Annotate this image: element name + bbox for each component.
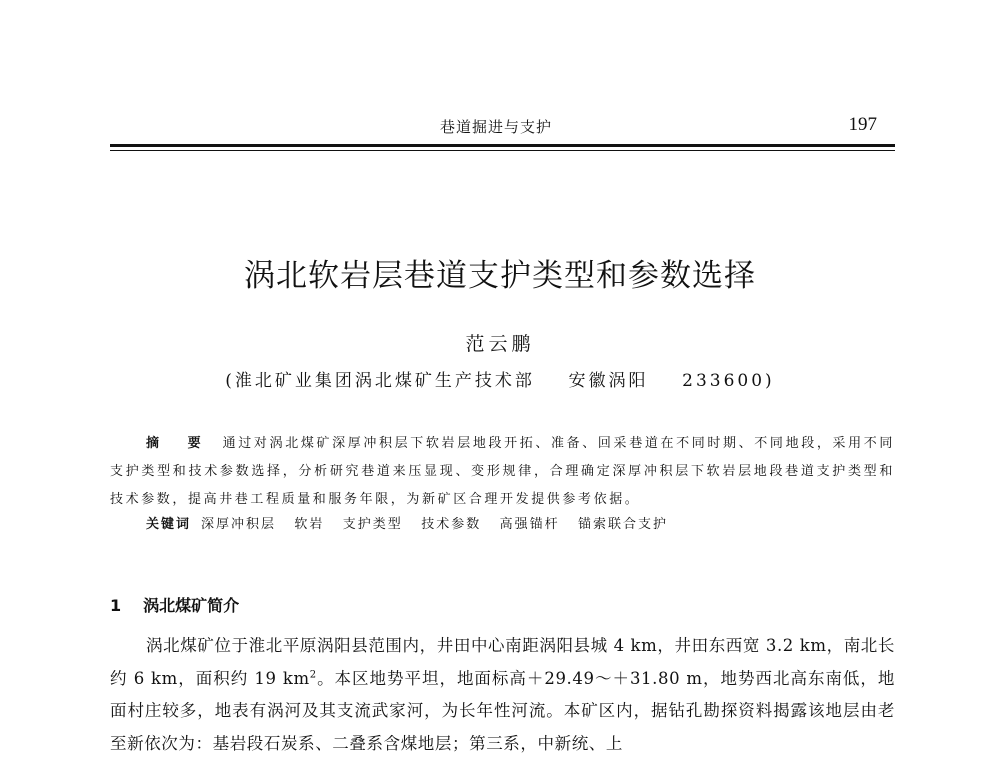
section-number: 1 [110,596,122,615]
keywords [146,513,896,532]
section-title: 涡北煤矿简介 [143,596,240,615]
paragraph-text-2: 。本区地势平坦，地面标高＋29.49～＋31.80 m，地势西北高东南低，地面村庄较多，地表有涡河及其支流武家河，为长年性河流。本矿区内，据钻孔勘探资料揭露该地层由老至新依次为：基岩段石炭系、二叠系含煤地层；第三系，中新统、上 [110,668,895,753]
keywords-label: 关键词 [146,517,192,532]
page-number: 197 [848,114,877,135]
header-rule-thick [110,144,895,147]
superscript-2: 2 [309,669,317,680]
section-heading [110,593,239,616]
header-rule-thin [110,150,895,151]
body-paragraph [110,630,895,760]
keywords-text: 深厚冲积层 软岩 支护类型 技术参数 高强锚杆 锚索联合支护 [201,517,669,532]
abstract-text: 通过对涡北煤矿深厚冲积层下软岩层地段开拓、准备、回采巷道在不同时期、不同地段，采用不同支护类型和技术参数选择，分析研究巷道来压显现、变形规律，合理确定深厚冲积层下软岩层地段巷道支护类型和技术参数，提高井巷工程质量和服务年限，为新矿区合理开发提供参考依据。 [110,436,895,507]
author-name: 范云鹏 [465,333,535,355]
paragraph-text-1: 涡北煤矿位于淮北平原涡阳县范围内，井田中心南距涡阳县城 4 km，井田东西宽 3.2 km，南北长约 6 km，面积约 19 km [110,636,895,688]
article-title: 涡北软岩层巷道支护类型和参数选择 [244,258,756,294]
running-head [110,116,895,138]
abstract [110,430,895,514]
author-affiliation: (淮北矿业集团涡北煤矿生产技术部 安徽涡阳 233600) [225,371,775,391]
abstract-label: 摘 要 [146,436,213,451]
running-head-title: 巷道掘进与支护 [440,118,553,136]
